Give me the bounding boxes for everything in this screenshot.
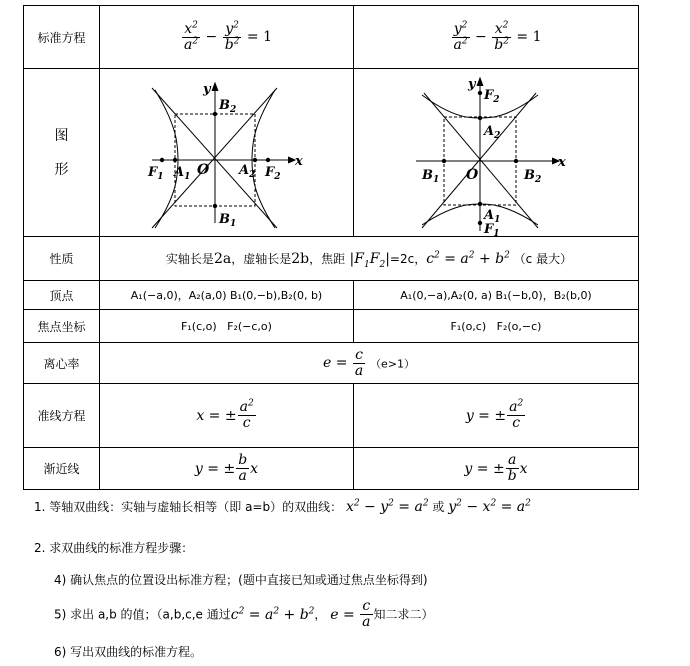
asymptote-left: y = ± $\frac{b}{a}$ x xyxy=(100,448,354,490)
vertex-right: A₁(0,−a),A₂(0, a) B₁(−b,0)，B₂(b,0) xyxy=(354,281,639,310)
label-graph xyxy=(24,69,100,237)
focus-right: F₁(o,c) F₂(o,−c) xyxy=(354,310,639,343)
graph-right-a2: $A_2$ xyxy=(484,123,501,141)
graph-right-f1: $F_1$ xyxy=(484,221,500,239)
directrix-right: y = ± $\frac{a^2}{c}$ xyxy=(354,384,639,448)
label-standard-equation: 标准方程 xyxy=(24,6,100,69)
note-4: 5) 求出 a,b 的值；（a,b,c,e 通过$c^2 = a^2 + b^2$， e = $\frac{c}{a}$ 知二求二） xyxy=(54,598,434,630)
graph-right-b2: $B_2$ xyxy=(524,167,542,185)
property-cell xyxy=(100,237,639,281)
graph-left-origin: O xyxy=(196,161,209,178)
directrix-left: x = ± $\frac{a^2}{c}$ xyxy=(100,384,354,448)
note-2: 2. 求双曲线的标准方程步骤： xyxy=(34,541,194,555)
row-eccentricity xyxy=(24,343,639,384)
note-3: 4) 确认焦点的位置设出标准方程；(题中直接已知或通过焦点坐标得到) xyxy=(54,573,428,587)
row-standard-equation xyxy=(24,6,639,69)
note-5: 6) 写出双曲线的标准方程。 xyxy=(54,645,203,659)
equation-y-axis: $\frac{y^2}{a^2}$ − $\frac{x^2}{b^2}$ = 1 xyxy=(354,6,639,69)
graph-left-x-label: x xyxy=(294,153,303,169)
graph-left-b2: $B_2$ xyxy=(218,97,236,115)
hyperbola-table xyxy=(23,5,639,490)
row-graph xyxy=(24,69,639,237)
row-focus xyxy=(24,310,639,343)
graph-right-a1: $A_1$ xyxy=(484,207,501,225)
ecc-numerator: c xyxy=(355,346,363,363)
property-text-1: 实轴长是 xyxy=(165,252,214,266)
property-text-3: ，焦距 xyxy=(309,252,346,266)
graph-right-origin: O xyxy=(466,166,479,183)
equation-x-axis: $\frac{x^2}{a^2}$ − $\frac{y^2}{b^2}$ = 1 xyxy=(100,6,354,69)
graph-left-y-label: y xyxy=(202,81,211,97)
property-text-2: ，虚轴长是 xyxy=(231,252,292,266)
row-property xyxy=(24,237,639,281)
imag-axis-length: 2b xyxy=(291,251,310,267)
eccentricity-cell: e = $\frac{c}{a}$ （e>1） xyxy=(100,343,639,384)
asymptote-right: y = ± $\frac{a}{b}$ x xyxy=(354,448,639,490)
property-text-5: （c 最大） xyxy=(513,252,573,266)
label-vertex: 顶点 xyxy=(24,281,100,310)
label-focus: 焦点坐标 xyxy=(24,310,100,343)
ecc-denominator: a xyxy=(354,362,364,379)
graph-right-x-label: x xyxy=(558,154,566,170)
focus-left: F₁(c,o) F₂(−c,o) xyxy=(100,310,354,343)
label-property: 性质 xyxy=(24,237,100,281)
focal-distance: $|F_1F_2|$ xyxy=(345,251,390,270)
row-vertex xyxy=(24,281,639,310)
graph-left-cell xyxy=(100,69,354,237)
row-asymptote xyxy=(24,448,639,490)
hyperbola-y-graph xyxy=(416,73,576,239)
row-directrix xyxy=(24,384,639,448)
label-eccentricity: 离心率 xyxy=(24,343,100,384)
graph-right-y-label: y xyxy=(468,76,476,92)
label-graph-1: 图 xyxy=(54,127,69,144)
graph-right-cell xyxy=(354,69,639,237)
vertex-left: A₁(−a,0)，A₂(a,0) B₁(0,−b),B₂(0, b) xyxy=(100,281,354,310)
note-1: 1. 等轴双曲线：实轴与虚轴长相等（即 a=b）的双曲线： $x^2 - y^2 = a^2$ 或 $y^2 - x^2 = a^2$ xyxy=(34,498,531,515)
graph-left-b1: $B_1$ xyxy=(218,211,236,229)
ecc-symbol: e xyxy=(322,355,332,371)
real-axis-length: 2a xyxy=(213,251,232,267)
graph-right-f2: $F_2$ xyxy=(484,87,500,105)
ecc-condition: （e>1） xyxy=(370,357,416,370)
graph-left-a2: $A_2$ xyxy=(238,162,255,180)
c-squared-relation: $c^2 = a^2 + b^2$ xyxy=(426,250,510,267)
graph-left-f2: $F_2$ xyxy=(264,164,280,182)
graph-left-a1: $A_1$ xyxy=(173,164,190,182)
label-directrix: 准线方程 xyxy=(24,384,100,448)
graph-left-f1: $F_1$ xyxy=(147,164,163,182)
graph-right-b1: $B_1$ xyxy=(422,167,440,185)
label-asymptote: 渐近线 xyxy=(24,448,100,490)
label-graph-2: 形 xyxy=(54,161,69,178)
hyperbola-x-graph xyxy=(147,78,307,228)
property-text-4: =2c， xyxy=(389,252,427,266)
